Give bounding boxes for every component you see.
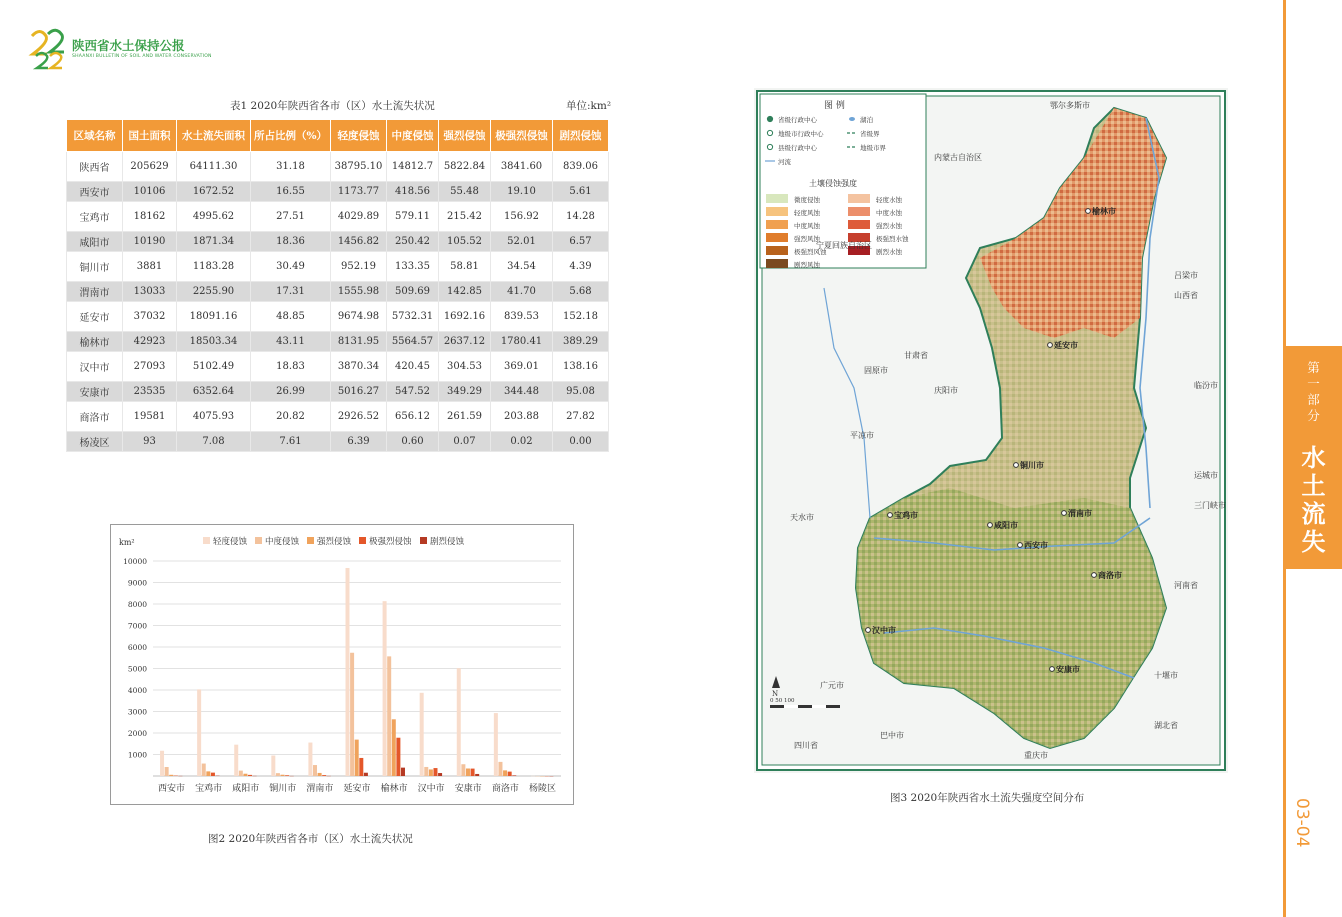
bar xyxy=(429,769,433,776)
svg-text:0 50 100: 0 50 100 xyxy=(770,698,795,704)
bar xyxy=(364,773,368,776)
city-marker xyxy=(1086,209,1091,214)
intensity-swatch xyxy=(766,220,788,229)
y-tick-label: 10000 xyxy=(123,557,147,566)
value-cell: 5016.27 xyxy=(331,382,387,402)
map-region-label: 鄂尔多斯市 xyxy=(1050,101,1090,110)
value-cell: 55.48 xyxy=(439,182,491,202)
value-cell: 1456.82 xyxy=(331,232,387,252)
value-cell: 41.70 xyxy=(491,282,553,302)
map-region-label: 庆阳市 xyxy=(934,386,958,395)
table-row xyxy=(67,232,609,252)
bar-chart-frame xyxy=(110,524,574,805)
legend-label: 轻度侵蚀 xyxy=(213,537,248,547)
value-cell: 152.18 xyxy=(553,302,609,332)
chart-caption: 图2 2020年陕西省各市（区）水土流失状况 xyxy=(208,833,413,845)
value-cell: 18091.16 xyxy=(177,302,251,332)
region-name-cell: 渭南市 xyxy=(67,282,123,302)
value-cell: 579.11 xyxy=(387,202,439,232)
bar xyxy=(206,771,210,776)
value-cell: 27093 xyxy=(123,352,177,382)
column-header: 国土面积 xyxy=(123,120,177,152)
map-region-label: 平凉市 xyxy=(850,431,874,440)
legend-symbol-label: 地级市界 xyxy=(860,144,886,152)
bar xyxy=(243,774,247,776)
value-cell: 27.51 xyxy=(251,202,331,232)
intensity-swatch xyxy=(848,220,870,229)
y-tick-label: 4000 xyxy=(127,686,147,695)
map-city-label: 西安市 xyxy=(1024,540,1048,550)
value-cell: 31.18 xyxy=(251,152,331,182)
intensity-swatch xyxy=(766,194,788,203)
value-cell: 20.82 xyxy=(251,402,331,432)
map-region-label: 临汾市 xyxy=(1194,381,1218,390)
section-title: 水 土 流 失 xyxy=(1301,444,1326,556)
bar xyxy=(466,768,470,776)
erosion-bar-chart xyxy=(111,525,573,804)
bar xyxy=(313,765,317,776)
report-title: 陕西省水土保持公报 xyxy=(72,38,185,53)
value-cell: 509.69 xyxy=(387,282,439,302)
city-marker xyxy=(1062,511,1067,516)
value-cell: 4995.62 xyxy=(177,202,251,232)
value-cell: 4029.89 xyxy=(331,202,387,232)
city-marker xyxy=(1014,463,1019,468)
city-marker xyxy=(1048,343,1053,348)
value-cell: 0.07 xyxy=(439,432,491,452)
value-cell: 205629 xyxy=(123,152,177,182)
y-tick-label: 9000 xyxy=(127,578,147,588)
value-cell: 19581 xyxy=(123,402,177,432)
value-cell: 10190 xyxy=(123,232,177,252)
legend-symbol-marker xyxy=(767,116,772,121)
map-caption: 图3 2020年陕西省水土流失强度空间分布 xyxy=(890,792,1085,804)
value-cell: 48.85 xyxy=(251,302,331,332)
map-region-label: 三门峡市 xyxy=(1194,501,1226,510)
bar xyxy=(512,775,516,776)
value-cell: 349.29 xyxy=(439,382,491,402)
value-cell: 2637.12 xyxy=(439,332,491,352)
y-tick-label: 5000 xyxy=(127,664,147,674)
bar xyxy=(387,656,391,776)
value-cell: 52.01 xyxy=(491,232,553,252)
intensity-label: 剧烈风蚀 xyxy=(794,261,820,269)
intensity-label: 极强烈风蚀 xyxy=(794,248,827,256)
column-header: 轻度侵蚀 xyxy=(331,120,387,152)
region-name-cell: 宝鸡市 xyxy=(67,202,123,232)
region-name-cell: 安康市 xyxy=(67,382,123,402)
bar xyxy=(503,770,507,776)
report-subtitle: SHAANXI BULLETIN OF SOIL AND WATER CONSERVATION xyxy=(72,54,212,59)
section-tab xyxy=(1285,346,1342,569)
intensity-label: 轻度风蚀 xyxy=(794,209,820,217)
value-cell: 13033 xyxy=(123,282,177,302)
x-tick-label: 榆林市 xyxy=(380,784,408,794)
bar xyxy=(285,775,289,776)
value-cell: 839.06 xyxy=(553,152,609,182)
logo-year-graphic xyxy=(28,26,74,72)
value-cell: 37032 xyxy=(123,302,177,332)
value-cell: 19.10 xyxy=(491,182,553,202)
city-marker xyxy=(866,628,871,633)
value-cell: 18.83 xyxy=(251,352,331,382)
value-cell: 30.49 xyxy=(251,252,331,282)
x-tick-label: 商洛市 xyxy=(491,784,519,794)
map-region-label: 广元市 xyxy=(820,681,844,690)
map-region-label: 内蒙古自治区 xyxy=(934,153,982,162)
value-cell: 3881 xyxy=(123,252,177,282)
map-city-label: 渭南市 xyxy=(1068,508,1092,518)
y-tick-label: 7000 xyxy=(127,621,147,631)
map-region-label: 十堰市 xyxy=(1154,671,1178,680)
intensity-label: 中度风蚀 xyxy=(794,222,820,230)
intensity-swatch xyxy=(766,207,788,216)
value-cell: 952.19 xyxy=(331,252,387,282)
map-city-label: 商洛市 xyxy=(1098,570,1122,580)
table-header-row xyxy=(67,120,609,152)
bar xyxy=(281,775,285,776)
table-row xyxy=(67,252,609,282)
x-tick-label: 杨陵区 xyxy=(528,784,556,794)
map-region-label: 天水市 xyxy=(790,513,814,522)
map-city-label: 汉中市 xyxy=(872,625,896,635)
region-name-cell: 汉中市 xyxy=(67,352,123,382)
legend-label: 极强烈侵蚀 xyxy=(369,537,412,547)
value-cell: 7.08 xyxy=(177,432,251,452)
value-cell: 1692.16 xyxy=(439,302,491,332)
bar xyxy=(392,719,396,776)
bar xyxy=(165,767,169,776)
value-cell: 2926.52 xyxy=(331,402,387,432)
value-cell: 304.53 xyxy=(439,352,491,382)
region-name-cell: 延安市 xyxy=(67,302,123,332)
bar xyxy=(239,771,243,776)
intensity-swatch xyxy=(766,259,788,268)
map-legend-title: 图 例 xyxy=(824,101,845,111)
value-cell: 133.35 xyxy=(387,252,439,282)
bar xyxy=(350,653,354,776)
value-cell: 34.54 xyxy=(491,252,553,282)
value-cell: 5102.49 xyxy=(177,352,251,382)
region-name-cell: 西安市 xyxy=(67,182,123,202)
bar xyxy=(438,773,442,776)
value-cell: 93 xyxy=(123,432,177,452)
value-cell: 38795.10 xyxy=(331,152,387,182)
legend-symbol-label: 湖泊 xyxy=(860,116,873,124)
y-tick-label: 6000 xyxy=(127,643,147,652)
bar xyxy=(169,775,173,776)
map-region-label: 宁夏回族自治区 xyxy=(816,241,872,250)
bar xyxy=(202,764,206,776)
y-tick-label: 2000 xyxy=(127,729,147,738)
value-cell: 105.52 xyxy=(439,232,491,252)
value-cell: 156.92 xyxy=(491,202,553,232)
bar xyxy=(396,738,400,776)
map-region-label: 山西省 xyxy=(1174,291,1198,300)
map-region-label: 重庆市 xyxy=(1024,751,1048,760)
legend-symbol-marker xyxy=(767,144,772,149)
table-row xyxy=(67,402,609,432)
table-row xyxy=(67,382,609,402)
bar xyxy=(359,758,363,776)
city-marker xyxy=(1092,573,1097,578)
value-cell: 1173.77 xyxy=(331,182,387,202)
value-cell: 5.68 xyxy=(553,282,609,302)
intensity-label: 轻度水蚀 xyxy=(876,196,902,204)
legend-symbol-label: 省级界 xyxy=(860,130,880,138)
table-body xyxy=(67,152,609,452)
column-header: 极强烈侵蚀 xyxy=(491,120,553,152)
value-cell: 4075.93 xyxy=(177,402,251,432)
map-region-label: 巴中市 xyxy=(880,731,904,740)
legend-label: 剧烈侵蚀 xyxy=(430,537,465,547)
map-city-label: 咸阳市 xyxy=(994,520,1018,530)
value-cell: 23535 xyxy=(123,382,177,402)
svg-text:N: N xyxy=(772,690,779,698)
intensity-label: 中度水蚀 xyxy=(876,209,902,217)
value-cell: 16.55 xyxy=(251,182,331,202)
value-cell: 420.45 xyxy=(387,352,439,382)
x-tick-label: 咸阳市 xyxy=(232,784,260,794)
city-marker xyxy=(1050,667,1055,672)
city-marker xyxy=(1018,543,1023,548)
map-region-label: 固原市 xyxy=(864,366,888,375)
value-cell: 43.11 xyxy=(251,332,331,352)
value-cell: 203.88 xyxy=(491,402,553,432)
value-cell: 261.59 xyxy=(439,402,491,432)
table-row xyxy=(67,182,609,202)
value-cell: 14812.7 xyxy=(387,152,439,182)
bar xyxy=(420,693,424,776)
value-cell: 9674.98 xyxy=(331,302,387,332)
x-tick-label: 西安市 xyxy=(158,784,186,794)
bar xyxy=(355,740,359,776)
map-city-label: 安康市 xyxy=(1056,664,1080,674)
bar xyxy=(433,768,437,776)
table-row xyxy=(67,352,609,382)
page-number: 03-04 xyxy=(1292,798,1312,848)
value-cell: 215.42 xyxy=(439,202,491,232)
map-city-label: 铜川市 xyxy=(1020,460,1044,470)
x-tick-label: 安康市 xyxy=(454,784,482,794)
map-city-label: 榆林市 xyxy=(1092,206,1116,216)
value-cell: 839.53 xyxy=(491,302,553,332)
legend-swatch xyxy=(359,537,366,544)
bar xyxy=(424,767,428,776)
value-cell: 138.16 xyxy=(553,352,609,382)
value-cell: 3841.60 xyxy=(491,152,553,182)
value-cell: 18162 xyxy=(123,202,177,232)
value-cell: 27.82 xyxy=(553,402,609,432)
bar xyxy=(498,762,502,776)
value-cell: 1183.28 xyxy=(177,252,251,282)
bar xyxy=(471,769,475,776)
legend-symbol-label: 地级市行政中心 xyxy=(778,130,824,138)
value-cell: 58.81 xyxy=(439,252,491,282)
value-cell: 2255.90 xyxy=(177,282,251,302)
x-tick-label: 渭南市 xyxy=(306,784,334,794)
legend-symbol-marker xyxy=(767,130,772,135)
map-region-label: 湖北省 xyxy=(1154,721,1178,730)
column-header: 水土流失面积 xyxy=(177,120,251,152)
value-cell: 142.85 xyxy=(439,282,491,302)
value-cell: 1871.34 xyxy=(177,232,251,252)
soil-erosion-table xyxy=(66,119,609,452)
region-name-cell: 杨凌区 xyxy=(67,432,123,452)
bar xyxy=(401,768,405,776)
value-cell: 5.61 xyxy=(553,182,609,202)
map-region-label: 甘肃省 xyxy=(904,351,928,360)
value-cell: 5822.84 xyxy=(439,152,491,182)
value-cell: 547.52 xyxy=(387,382,439,402)
value-cell: 18.36 xyxy=(251,232,331,252)
city-marker xyxy=(888,513,893,518)
report-logo xyxy=(28,26,212,74)
value-cell: 26.99 xyxy=(251,382,331,402)
value-cell: 0.60 xyxy=(387,432,439,452)
intensity-label: 剧烈水蚀 xyxy=(876,248,902,256)
bar xyxy=(461,764,465,776)
value-cell: 0.00 xyxy=(553,432,609,452)
bar xyxy=(346,568,350,776)
region-name-cell: 陕西省 xyxy=(67,152,123,182)
bar xyxy=(276,773,280,776)
intensity-label: 强烈水蚀 xyxy=(876,222,902,230)
bar xyxy=(271,756,275,776)
value-cell: 6352.64 xyxy=(177,382,251,402)
bar xyxy=(475,774,479,776)
bar xyxy=(508,772,512,776)
table-caption: 表1 2020年陕西省各市（区）水土流失状况 xyxy=(230,100,435,112)
section-part-label: 第 一 部 分 xyxy=(1307,360,1320,423)
bar xyxy=(494,713,498,776)
erosion-map xyxy=(754,88,1228,773)
value-cell: 344.48 xyxy=(491,382,553,402)
value-cell: 418.56 xyxy=(387,182,439,202)
value-cell: 5732.31 xyxy=(387,302,439,332)
table-row xyxy=(67,282,609,302)
value-cell: 1780.41 xyxy=(491,332,553,352)
legend-swatch xyxy=(255,537,262,544)
table-row xyxy=(67,202,609,232)
value-cell: 14.28 xyxy=(553,202,609,232)
bar xyxy=(308,743,312,776)
value-cell: 8131.95 xyxy=(331,332,387,352)
bar xyxy=(197,689,201,776)
table-row xyxy=(67,432,609,452)
column-header: 剧烈侵蚀 xyxy=(553,120,609,152)
bar xyxy=(322,775,326,776)
value-cell: 6.39 xyxy=(331,432,387,452)
region-name-cell: 铜川市 xyxy=(67,252,123,282)
value-cell: 7.61 xyxy=(251,432,331,452)
value-cell: 18503.34 xyxy=(177,332,251,352)
value-cell: 6.57 xyxy=(553,232,609,252)
value-cell: 64111.30 xyxy=(177,152,251,182)
intensity-swatch xyxy=(848,194,870,203)
value-cell: 250.42 xyxy=(387,232,439,252)
bar xyxy=(318,773,322,776)
legend-label: 中度侵蚀 xyxy=(265,537,300,547)
erosion-map-graphic xyxy=(754,88,1228,773)
value-cell: 4.39 xyxy=(553,252,609,282)
intensity-swatch xyxy=(766,246,788,255)
value-cell: 1672.52 xyxy=(177,182,251,202)
bar xyxy=(457,668,461,776)
intensity-swatch xyxy=(766,233,788,242)
intensity-swatch xyxy=(848,207,870,216)
legend-label: 强烈侵蚀 xyxy=(317,537,352,547)
value-cell: 42923 xyxy=(123,332,177,352)
y-tick-label: 8000 xyxy=(127,600,147,609)
intensity-label: 极强烈水蚀 xyxy=(876,235,909,243)
region-name-cell: 商洛市 xyxy=(67,402,123,432)
legend-symbol-label: 县级行政中心 xyxy=(778,144,817,152)
map-region-label: 吕梁市 xyxy=(1174,271,1198,280)
legend-symbol-label: 河流 xyxy=(778,158,791,166)
map-region-label: 河南省 xyxy=(1174,581,1198,590)
column-header: 中度侵蚀 xyxy=(387,120,439,152)
value-cell: 656.12 xyxy=(387,402,439,432)
column-header: 区域名称 xyxy=(67,120,123,152)
value-cell: 389.29 xyxy=(553,332,609,352)
y-tick-label: 3000 xyxy=(127,707,147,717)
map-city-label: 延安市 xyxy=(1054,340,1078,350)
map-city-label: 宝鸡市 xyxy=(894,510,918,520)
table-unit: 单位:km² xyxy=(566,100,612,112)
value-cell: 3870.34 xyxy=(331,352,387,382)
bar xyxy=(234,745,238,776)
x-tick-label: 铜川市 xyxy=(269,784,297,794)
legend-swatch xyxy=(420,537,427,544)
table-row xyxy=(67,152,609,182)
map-region-label: 四川省 xyxy=(794,741,818,750)
y-tick-label: 1000 xyxy=(127,750,147,760)
x-tick-label: 宝鸡市 xyxy=(195,784,223,794)
city-marker xyxy=(988,523,993,528)
bar xyxy=(160,751,164,776)
legend-swatch xyxy=(307,537,314,544)
value-cell: 17.31 xyxy=(251,282,331,302)
table-row xyxy=(67,302,609,332)
legend-swatch xyxy=(203,537,210,544)
value-cell: 95.08 xyxy=(553,382,609,402)
region-name-cell: 咸阳市 xyxy=(67,232,123,252)
value-cell: 369.01 xyxy=(491,352,553,382)
bar xyxy=(248,775,252,776)
bar xyxy=(211,773,215,776)
legend-symbol-label: 省级行政中心 xyxy=(778,116,817,124)
table-row xyxy=(67,332,609,352)
region-name-cell: 榆林市 xyxy=(67,332,123,352)
legend-symbol-marker xyxy=(849,117,855,121)
intensity-legend-title: 土壤侵蚀强度 xyxy=(809,179,857,188)
column-header: 所占比例（%） xyxy=(251,120,331,152)
value-cell: 10106 xyxy=(123,182,177,202)
intensity-label: 微度侵蚀 xyxy=(794,196,820,204)
value-cell: 0.02 xyxy=(491,432,553,452)
x-tick-label: 延安市 xyxy=(343,784,371,794)
column-header: 强烈侵蚀 xyxy=(439,120,491,152)
value-cell: 1555.98 xyxy=(331,282,387,302)
intensity-label: 强烈风蚀 xyxy=(794,235,820,243)
bar xyxy=(383,601,387,776)
map-region-label: 运城市 xyxy=(1194,471,1218,480)
value-cell: 5564.57 xyxy=(387,332,439,352)
x-tick-label: 汉中市 xyxy=(417,784,445,794)
y-axis-unit-label: km² xyxy=(119,538,135,547)
